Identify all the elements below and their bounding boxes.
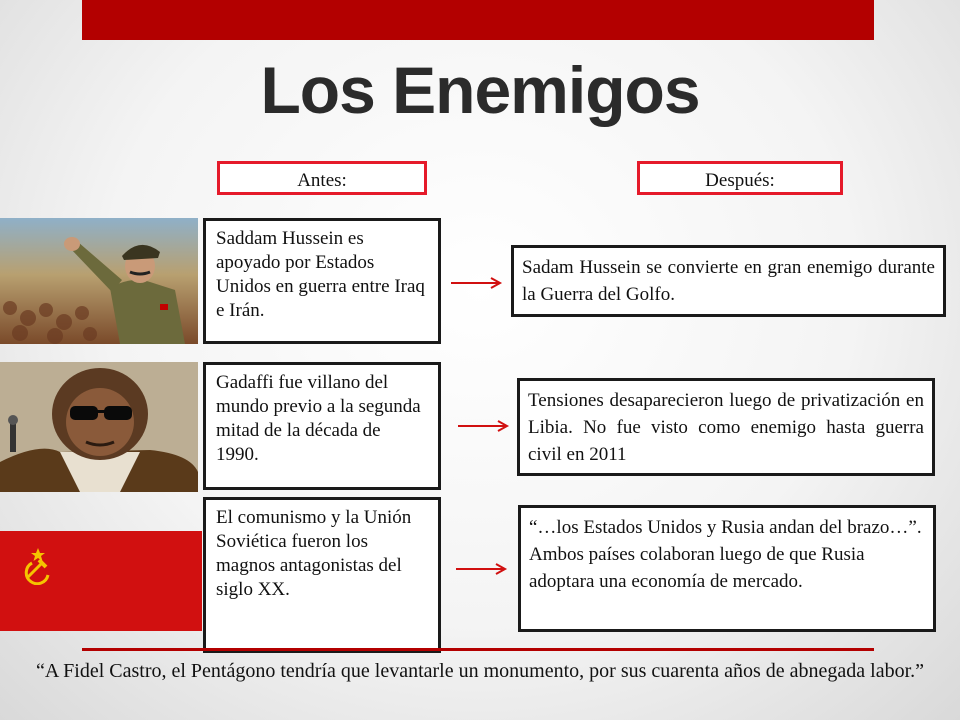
soviet-flag xyxy=(0,531,202,631)
after-text-saddam: Sadam Hussein se convierte en gran enemigo durante la Guerra del Golfo. xyxy=(522,257,935,305)
before-box-gadaffi xyxy=(203,362,441,490)
gadaffi-photo xyxy=(0,362,198,492)
before-text-gadaffi: Gadaffi fue villano del mundo previo a la segunda mitad de la década de 1990. xyxy=(216,372,421,465)
quote-text: “A Fidel Castro, el Pentágono tendría que levantarle un monumento, por sus cuarenta años de abnegada labor.” xyxy=(35,660,925,682)
after-text-gadaffi: Tensiones desaparecieron luego de privatización en Libia. No fue visto como enemigo hasta guerra civil en 2011 xyxy=(528,390,924,465)
before-header: Antes: xyxy=(217,161,427,195)
after-header: Después: xyxy=(637,161,843,195)
after-text-russia: “…los Estados Unidos y Rusia andan del brazo…”. Ambos países colaboran luego de que Rusia adoptara una economía de mercado. xyxy=(529,517,922,592)
fidel-castro-quote xyxy=(0,658,960,684)
before-text-saddam: Saddam Hussein es apoyado por Estados Unidos en guerra entre Iraq e Irán. xyxy=(216,228,425,321)
right-arrow-icon xyxy=(451,276,503,290)
after-box-gadaffi xyxy=(517,378,935,476)
after-box-saddam xyxy=(511,245,946,317)
before-box-saddam xyxy=(203,218,441,344)
right-arrow-icon xyxy=(458,419,510,433)
footer-divider xyxy=(82,648,874,651)
hammer-sickle-icon xyxy=(18,545,58,585)
slide-title: Los Enemigos xyxy=(260,53,700,127)
before-box-communism xyxy=(203,497,441,653)
saddam-hussein-photo xyxy=(0,218,198,344)
before-text-communism: El comunismo y la Unión Soviética fueron los magnos antagonistas del siglo XX. xyxy=(216,507,412,600)
top-accent-bar xyxy=(82,0,874,40)
after-box-russia xyxy=(518,505,936,632)
right-arrow-icon xyxy=(456,562,508,576)
